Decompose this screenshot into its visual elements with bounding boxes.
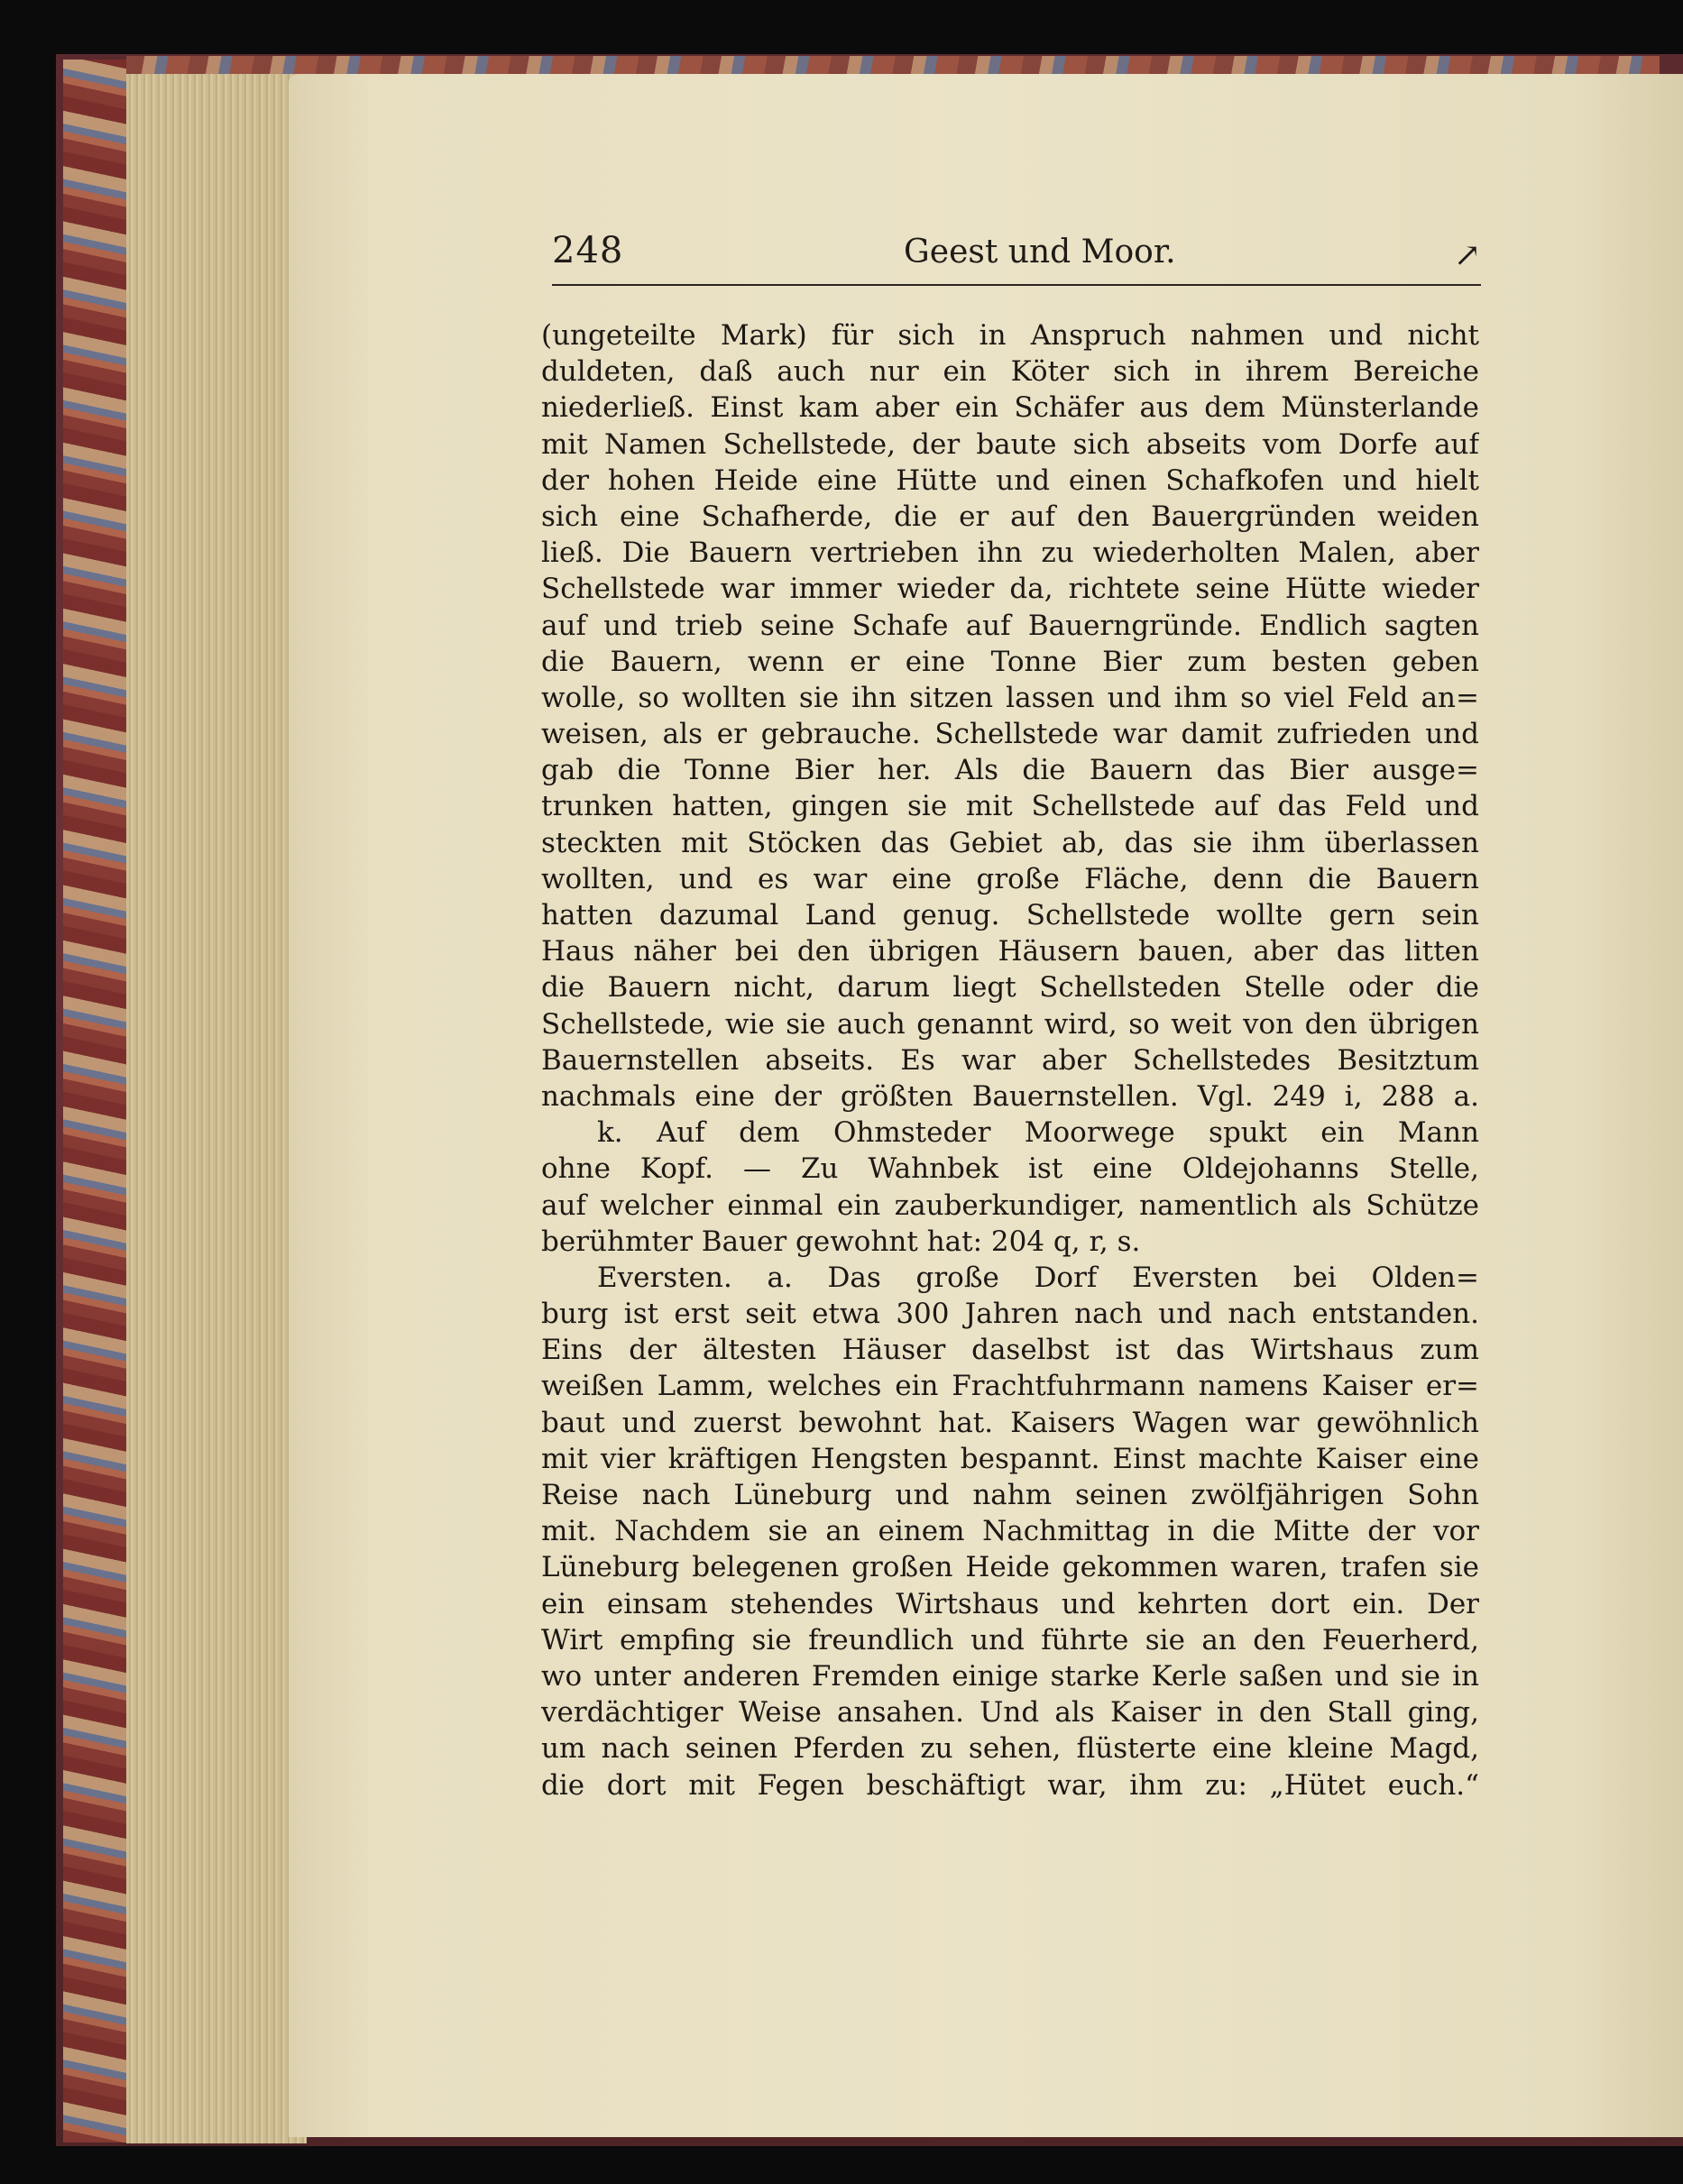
text-line: Bauernstellen abseits. Es war aber Schellstedes Besitztum [541,1043,1479,1077]
text-line: ein einsam stehendes Wirtshaus und kehrten dort ein. Der [541,1587,1479,1620]
text-line: nachmals eine der größten Bauernstellen. Vgl. 249 i, 288 a. [541,1079,1479,1113]
text-line: ließ. Die Bauern vertrieben ihn zu wiederholten Malen, aber [541,537,1479,570]
text-line: duldeten, daß auch nur ein Köter sich in ihrem Bereiche [541,355,1479,389]
text-line: wo unter anderen Fremden einige starke Kerle saßen und sie in [541,1659,1479,1693]
text-line: Wirt empfing sie freundlich und führte sie an den Feuerherd, [541,1623,1479,1656]
text-line: berühmter Bauer gewohnt hat: 204 q, r, s. [541,1225,1141,1258]
text-line: trunken hatten, gingen sie mit Schellstede auf das Feld und [541,790,1479,823]
text-line: mit. Nachdem sie an einem Nachmittag in die Mitte der vor [541,1515,1479,1548]
text-line: Haus näher bei den übrigen Häusern bauen, aber das litten [541,935,1479,968]
printer-mark-icon: ↗ [1453,237,1481,274]
text-line: weisen, als er gebrauche. Schellstede war damit zufrieden und [541,718,1479,751]
text-line: auf welcher einmal ein zauberkundiger, namentlich als Schütze [541,1188,1479,1222]
text-line: niederließ. Einst kam aber ein Schäfer aus dem Münsterlande [541,391,1479,425]
text-line: baut und zuerst bewohnt hat. Kaisers Wagen war gewöhnlich [541,1406,1479,1439]
text-line: burg ist erst seit etwa 300 Jahren nach und nach entstanden. [541,1298,1479,1331]
page-number: 248 [552,230,624,271]
text-line: weißen Lamm, welches ein Frachtfuhrmann namens Kaiser er= [541,1370,1479,1403]
text-line: wolle, so wollten sie ihn sitzen lassen und ihm so viel Feld an= [541,681,1479,714]
text-line: Schellstede war immer wieder da, richtete seine Hütte wieder [541,573,1479,606]
running-head [552,230,1481,286]
text-line: Lüneburg belegenen großen Heide gekommen waren, trafen sie [541,1551,1479,1584]
running-title: Geest und Moor. [904,234,1176,271]
text-line: die dort mit Fegen beschäftigt war, ihm zu: „Hütet euch.“ [541,1768,1479,1802]
text-line: um nach seinen Pferden zu sehen, flüsterte eine kleine Magd, [541,1732,1479,1766]
text-line: ohne Kopf. — Zu Wahnbek ist eine Oldejohanns Stelle, [541,1152,1479,1186]
text-line: steckten mit Stöcken das Gebiet ab, das sie ihm überlassen [541,826,1479,859]
text-line: (ungeteilte Mark) für sich in Anspruch nahmen und nicht [541,319,1479,352]
text-line: Eversten. a. Das große Dorf Eversten bei Olden= [597,1261,1479,1294]
text-line: sich eine Schafherde, die er auf den Bauergründen weiden [541,500,1479,533]
page-stack-edges [126,74,307,2143]
text-line: die Bauern nicht, darum liegt Schellsteden Stelle oder die [541,971,1479,1005]
text-line: Reise nach Lüneburg und nahm seinen zwölfjährigen Sohn [541,1479,1479,1511]
marbled-edge [63,60,126,2143]
text-line: auf und trieb seine Schafe auf Bauerngründe. Endlich sagten [541,609,1479,642]
body-text [541,317,1479,1803]
text-line: k. Auf dem Ohmsteder Moorwege spukt ein Mann [597,1116,1479,1150]
text-line: gab die Tonne Bier her. Als die Bauern das Bier ausge= [541,754,1479,787]
text-line: mit Namen Schellstede, der baute sich abseits vom Dorfe auf [541,427,1479,461]
text-line: der hohen Heide eine Hütte und einen Schafkofen und hielt [541,463,1479,497]
text-line: verdächtiger Weise ansahen. Und als Kaiser in den Stall ging, [541,1696,1479,1730]
text-line: die Bauern, wenn er eine Tonne Bier zum besten geben [541,645,1479,678]
text-line: hatten dazumal Land genug. Schellstede wollte gern sein [541,899,1479,931]
text-line: wollten, und es war eine große Fläche, denn die Bauern [541,862,1479,895]
text-line: Eins der ältesten Häuser daselbst ist das Wirtshaus zum [541,1334,1479,1367]
text-line: mit vier kräftigen Hengsten bespannt. Einst machte Kaiser eine [541,1442,1479,1475]
text-line: Schellstede, wie sie auch genannt wird, so weit von den übrigen [541,1007,1479,1041]
